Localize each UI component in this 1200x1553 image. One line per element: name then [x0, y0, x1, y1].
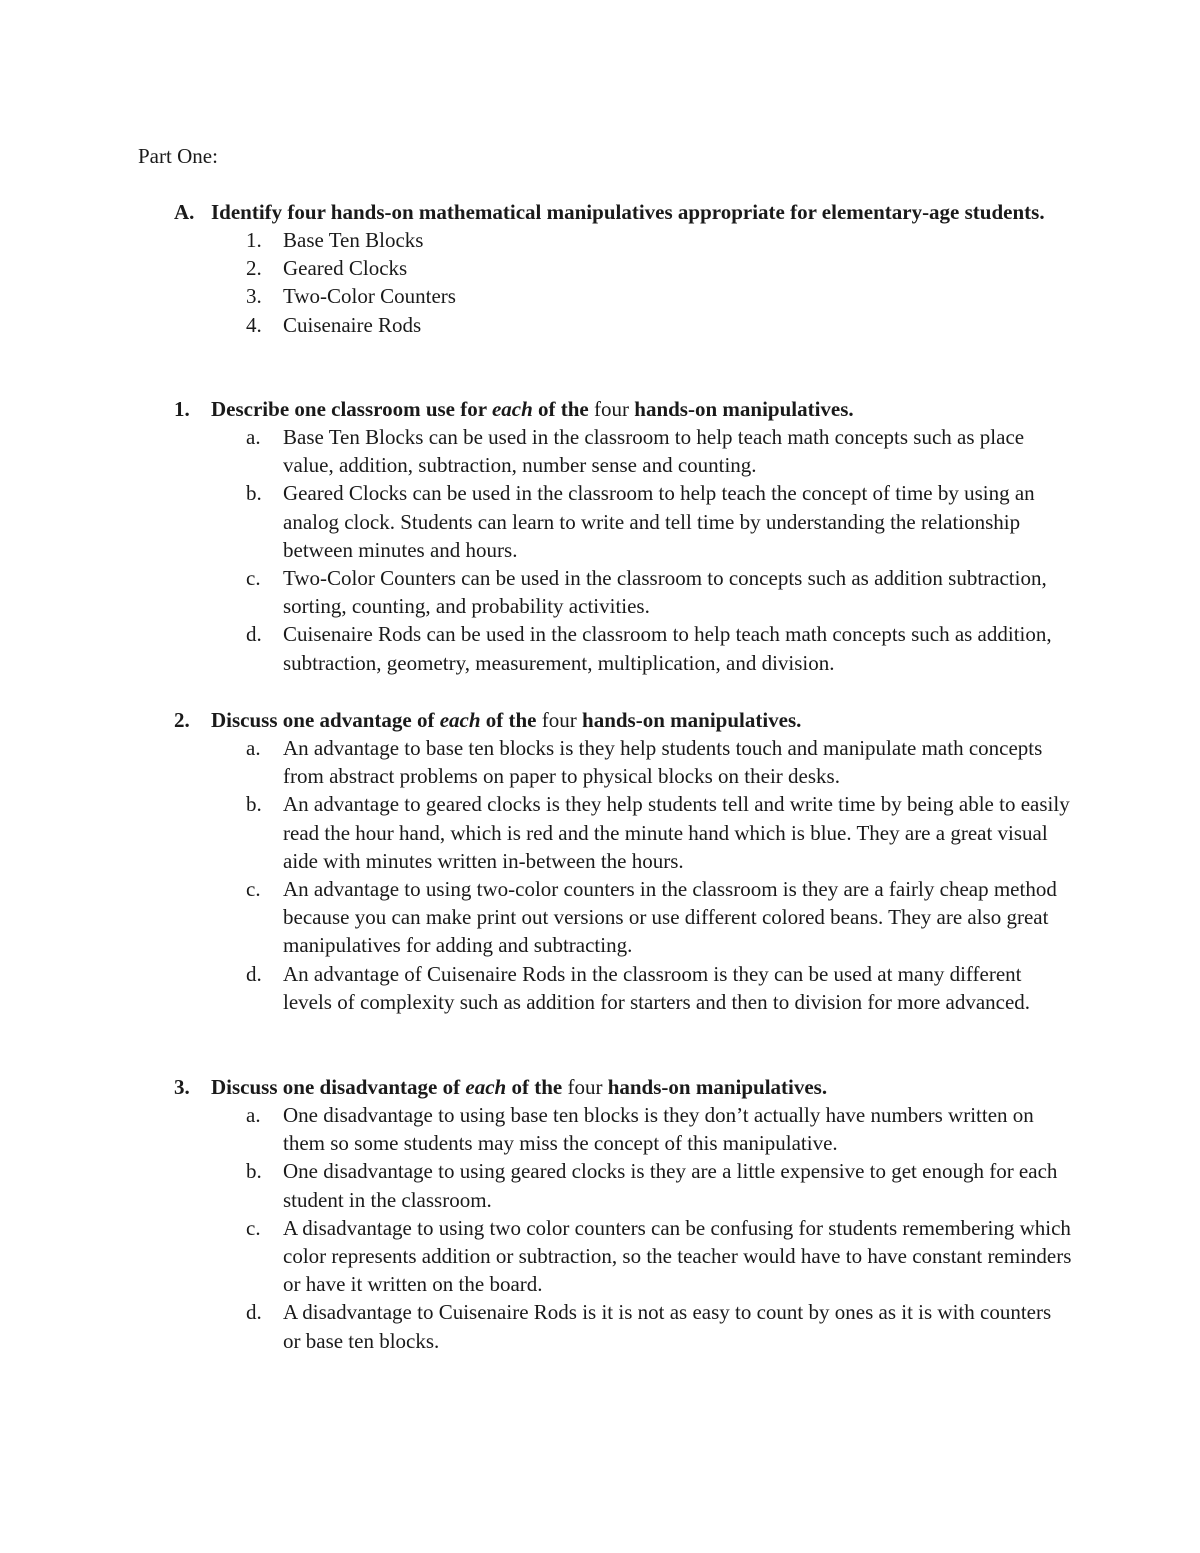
list-item-text: One disadvantage to using base ten blocks is they don’t actually have numbers written on them so some students may miss the concept of this manipulative. — [283, 1103, 1034, 1156]
section-1-number: 1. — [174, 397, 190, 421]
part-title: Part One: — [138, 144, 218, 168]
section-3-number: 3. — [174, 1075, 190, 1099]
heading-part: of the — [480, 708, 542, 732]
list-item-text: Two-Color Counters — [283, 284, 456, 309]
list-marker: 1. — [246, 228, 262, 252]
list-item-text: Geared Clocks can be used in the classroom to help teach the concept of time by using an analog clock. Students can learn to write and tell time by understanding the relationship between minutes and hours. — [283, 481, 1035, 562]
heading-emphasis: each — [491, 397, 533, 421]
heading-emphasis: each — [439, 708, 481, 732]
list-item — [0, 790, 1200, 875]
list-marker: b. — [246, 792, 262, 817]
list-marker: c. — [246, 1215, 261, 1240]
list-marker: d. — [246, 1300, 262, 1325]
heading-part: of the — [532, 397, 595, 421]
heading-part: four — [541, 708, 577, 732]
section-3 — [0, 1073, 1200, 1355]
heading-part: hands-on manipulatives. — [602, 1075, 828, 1099]
section-a-list — [0, 226, 1200, 339]
list-marker: b. — [246, 1159, 262, 1184]
list-item — [0, 282, 1200, 310]
list-item-text: An advantage to using two-color counters in the classroom is they are a fairly cheap method because you can make print out versions or use different colored beans. They are also great manipulatives for adding and subtracting. — [283, 877, 1057, 958]
list-item-text: Base Ten Blocks — [283, 228, 424, 252]
heading-part: hands-on manipulatives. — [576, 708, 802, 732]
list-marker: d. — [246, 961, 262, 986]
section-2-list — [0, 734, 1200, 1016]
list-item-text: An advantage to geared clocks is they help students tell and write time by being able to easily read the hour hand, which is red and the minute hand which is blue. They are a great visual aide with minutes written in-between the hours. — [283, 792, 1070, 873]
list-item — [0, 311, 1200, 339]
list-item — [0, 734, 1200, 790]
heading-part: Discuss one advantage of — [211, 708, 440, 732]
list-item-text: An advantage of Cuisenaire Rods in the classroom is they can be used at many different levels of complexity such as addition for starters and then to division for more advanced. — [283, 961, 1031, 1014]
list-marker: a. — [246, 736, 261, 760]
list-item — [0, 1157, 1200, 1213]
list-item — [0, 875, 1200, 960]
list-marker: c. — [246, 566, 261, 591]
list-item-text: Cuisenaire Rods — [283, 312, 422, 337]
heading-emphasis: each — [465, 1075, 507, 1099]
heading-part: four — [594, 397, 630, 421]
list-item-text: Two-Color Counters can be used in the classroom to concepts such as addition subtraction, sorting, counting, and probability activities. — [283, 566, 1047, 619]
list-marker: a. — [246, 1103, 261, 1127]
section-1-heading-text — [211, 395, 1071, 423]
list-marker: 3. — [246, 284, 262, 309]
heading-part: Discuss one disadvantage of — [211, 1075, 466, 1099]
list-item — [0, 620, 1200, 676]
list-item-text: Base Ten Blocks can be used in the classroom to help teach math concepts such as place value, addition, subtraction, number sense and counting. — [283, 425, 1025, 478]
list-item — [0, 226, 1200, 254]
heading-part: of the — [506, 1075, 568, 1099]
list-item-text: An advantage to base ten blocks is they help students touch and manipulate math concepts from abstract problems on paper to physical blocks on their desks. — [283, 736, 1043, 789]
section-1-list — [0, 423, 1200, 677]
list-item-text: A disadvantage to Cuisenaire Rods is it is not as easy to count by ones as it is with counters or base ten blocks. — [283, 1300, 1052, 1353]
list-item — [0, 1101, 1200, 1157]
section-1-heading — [0, 395, 1200, 423]
section-a-heading-text: Identify four hands-on mathematical manipulatives appropriate for elementary-age students. — [211, 200, 1045, 224]
list-item-text: Geared Clocks — [283, 256, 408, 281]
section-2-heading — [0, 706, 1200, 734]
list-item — [0, 1214, 1200, 1299]
list-marker: d. — [246, 622, 262, 647]
section-a — [0, 198, 1200, 339]
section-3-heading-text — [211, 1073, 1071, 1101]
section-3-list — [0, 1101, 1200, 1355]
heading-part: hands-on manipulatives. — [629, 397, 854, 421]
list-marker: c. — [246, 877, 261, 902]
section-2 — [0, 706, 1200, 1016]
list-item-text: One disadvantage to using geared clocks is they are a little expensive to get enough for each student in the classroom. — [283, 1159, 1058, 1212]
section-2-heading-text — [211, 706, 1071, 734]
section-a-heading — [0, 198, 1200, 226]
list-item — [0, 564, 1200, 620]
list-marker: 2. — [246, 256, 262, 281]
list-item-text: Cuisenaire Rods can be used in the classroom to help teach math concepts such as addition, subtraction, geometry, measurement, multiplication, and division. — [283, 622, 1052, 675]
list-marker: b. — [246, 481, 262, 506]
heading-part: Describe one classroom use for — [211, 397, 492, 421]
list-item-text: A disadvantage to using two color counters can be confusing for students remembering which color represents addition or subtraction, so the teacher would have to have constant reminders or have it written on the board. — [283, 1215, 1072, 1297]
list-item — [0, 254, 1200, 282]
list-marker: 4. — [246, 312, 262, 337]
section-2-number: 2. — [174, 708, 190, 732]
list-item — [0, 1298, 1200, 1354]
list-item — [0, 423, 1200, 479]
section-a-number: A. — [174, 200, 195, 224]
list-item — [0, 479, 1200, 564]
list-item — [0, 960, 1200, 1016]
heading-part: four — [567, 1075, 603, 1099]
list-marker: a. — [246, 425, 261, 449]
section-1 — [0, 395, 1200, 677]
section-3-heading — [0, 1073, 1200, 1101]
